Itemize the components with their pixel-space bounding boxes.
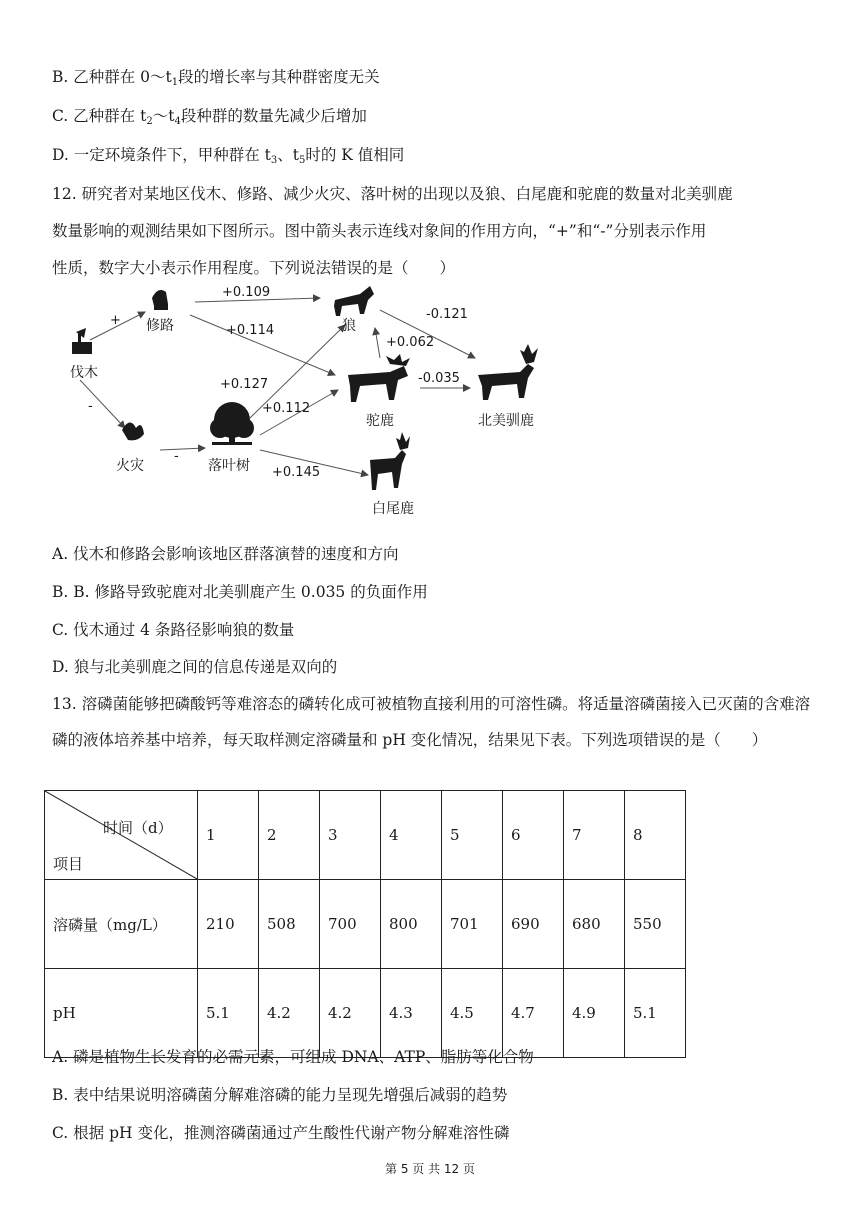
day-header: 1	[198, 791, 259, 880]
table-cell: 5.1	[625, 969, 686, 1058]
table-cell: 4.5	[442, 969, 503, 1058]
arrow-fire-deciduous	[160, 448, 205, 450]
q12-stem-line-1: 12. 研究者对某地区伐木、修路、减少火灾、落叶树的出现以及狼、白尾鹿和驼鹿的数量对北美驯鹿	[52, 185, 733, 203]
q12-option-b: B. B. 修路导致驼鹿对北美驯鹿产生 0.035 的负面作用	[52, 583, 428, 601]
food-web-diagram	[50, 280, 570, 530]
edge-deciduous-wolf-label: +0.127	[220, 377, 269, 392]
q11-option-b: B. 乙种群在 $0\sim t_1$段的增长率与其种群密度无关	[52, 68, 380, 88]
table-cell: 508	[259, 880, 320, 969]
fire-icon	[122, 422, 144, 440]
day-header: 2	[259, 791, 320, 880]
corner-item-label: 项目	[53, 855, 84, 873]
node-wolf-label: 狼	[342, 318, 356, 334]
day-header: 8	[625, 791, 686, 880]
caribou-icon	[478, 344, 538, 400]
q11-option-c: C. 乙种群在 $t_2\sim t_4$段种群的数量先减少后增加	[52, 107, 367, 127]
q12-option-a: A. 伐木和修路会影响该地区群落演替的速度和方向	[52, 545, 399, 563]
table-cell: 4.7	[503, 969, 564, 1058]
table-cell: 4.2	[320, 969, 381, 1058]
q12-option-d: D. 狼与北美驯鹿之间的信息传递是双向的	[52, 658, 338, 676]
page-footer: 第 5 页 共 12 页	[385, 1162, 475, 1176]
table-row	[45, 969, 686, 1058]
q13-option-c: C. 根据 pH 变化，推测溶磷菌通过产生酸性代谢产物分解难溶性磷	[52, 1124, 510, 1142]
node-moose-label: 驼鹿	[366, 413, 394, 429]
day-header: 7	[564, 791, 625, 880]
edge-wolf-caribou-label: -0.121	[426, 307, 468, 322]
node-logging-label: 伐木	[70, 365, 98, 381]
q13-option-a: A. 磷是植物生长发育的必需元素，可组成 DNA、ATP、脂肪等化合物	[52, 1048, 534, 1066]
edge-logging-fire-label: -	[88, 399, 93, 414]
q11-option-d: D. 一定环境条件下，甲种群在 $t_3$、$t_5$时的 K 值相同	[52, 146, 405, 166]
edge-moose-wolf-label: +0.062	[386, 335, 435, 350]
day-header: 3	[320, 791, 381, 880]
q13-option-b: B. 表中结果说明溶磷菌分解难溶磷的能力呈现先增强后减弱的趋势	[52, 1086, 508, 1104]
phosphate-table	[44, 790, 686, 1058]
table-cell: 690	[503, 880, 564, 969]
arrow-logging-fire	[80, 380, 125, 428]
arrow-moose-wolf	[375, 328, 380, 358]
day-header: 5	[442, 791, 503, 880]
table-cell: 4.2	[259, 969, 320, 1058]
node-fire-label: 火灾	[116, 458, 144, 474]
node-whitetail-label: 白尾鹿	[372, 501, 414, 517]
table-cell: 701	[442, 880, 503, 969]
day-header: 4	[381, 791, 442, 880]
table-cell: 5.1	[198, 969, 259, 1058]
corner-time-label: 时间（d）	[103, 819, 173, 837]
edge-road-wolf-label: +0.109	[222, 285, 271, 300]
node-caribou-label: 北美驯鹿	[478, 413, 534, 429]
wolf-icon	[334, 286, 374, 316]
row-label: 溶磷量（mg/L）	[45, 880, 198, 969]
table-cell: 800	[381, 880, 442, 969]
node-road-label: 修路	[146, 318, 174, 334]
day-header: 6	[503, 791, 564, 880]
logging-icon	[72, 328, 92, 354]
edge-deciduous-moose-label: +0.112	[262, 401, 311, 416]
edge-road-moose-label: +0.114	[226, 323, 275, 338]
table-cell: 680	[564, 880, 625, 969]
edge-logging-road-label: +	[110, 313, 121, 328]
whitetail-deer-icon	[370, 432, 410, 490]
edge-moose-caribou-label: -0.035	[418, 371, 460, 386]
q13-stem: 13. 溶磷菌能够把磷酸钙等难溶态的磷转化成可被植物直接利用的可溶性磷。将适量溶磷菌接入已灭菌的含难溶磷的液体培养基中培养，每天取样测定溶磷量和 pH 变化情况，结果见下表。下列选项错误的是（ ）	[52, 695, 811, 749]
table-cell: 550	[625, 880, 686, 969]
table-cell: 700	[320, 880, 381, 969]
edge-fire-deciduous-label: -	[174, 449, 179, 464]
road-construction-icon	[152, 290, 168, 310]
node-deciduous-label: 落叶树	[208, 458, 250, 474]
q12-stem-line-3: 性质，数字大小表示作用程度。下列说法错误的是（ ）	[52, 259, 456, 277]
deciduous-tree-icon	[210, 402, 254, 445]
moose-icon	[348, 354, 410, 402]
table-cell: 4.3	[381, 969, 442, 1058]
table-row	[45, 880, 686, 969]
table-header-row	[45, 791, 686, 880]
q12-option-c: C. 伐木通过 4 条路径影响狼的数量	[52, 621, 295, 639]
edge-deciduous-whitetail-label: +0.145	[272, 465, 321, 480]
table-corner-cell	[45, 791, 198, 880]
q12-stem-line-2: 数量影响的观测结果如下图所示。图中箭头表示连线对象间的作用方向，“+”和“-”分别表示作用	[52, 222, 707, 240]
table-cell: 4.9	[564, 969, 625, 1058]
table-cell: 210	[198, 880, 259, 969]
row-label: pH	[45, 969, 198, 1058]
